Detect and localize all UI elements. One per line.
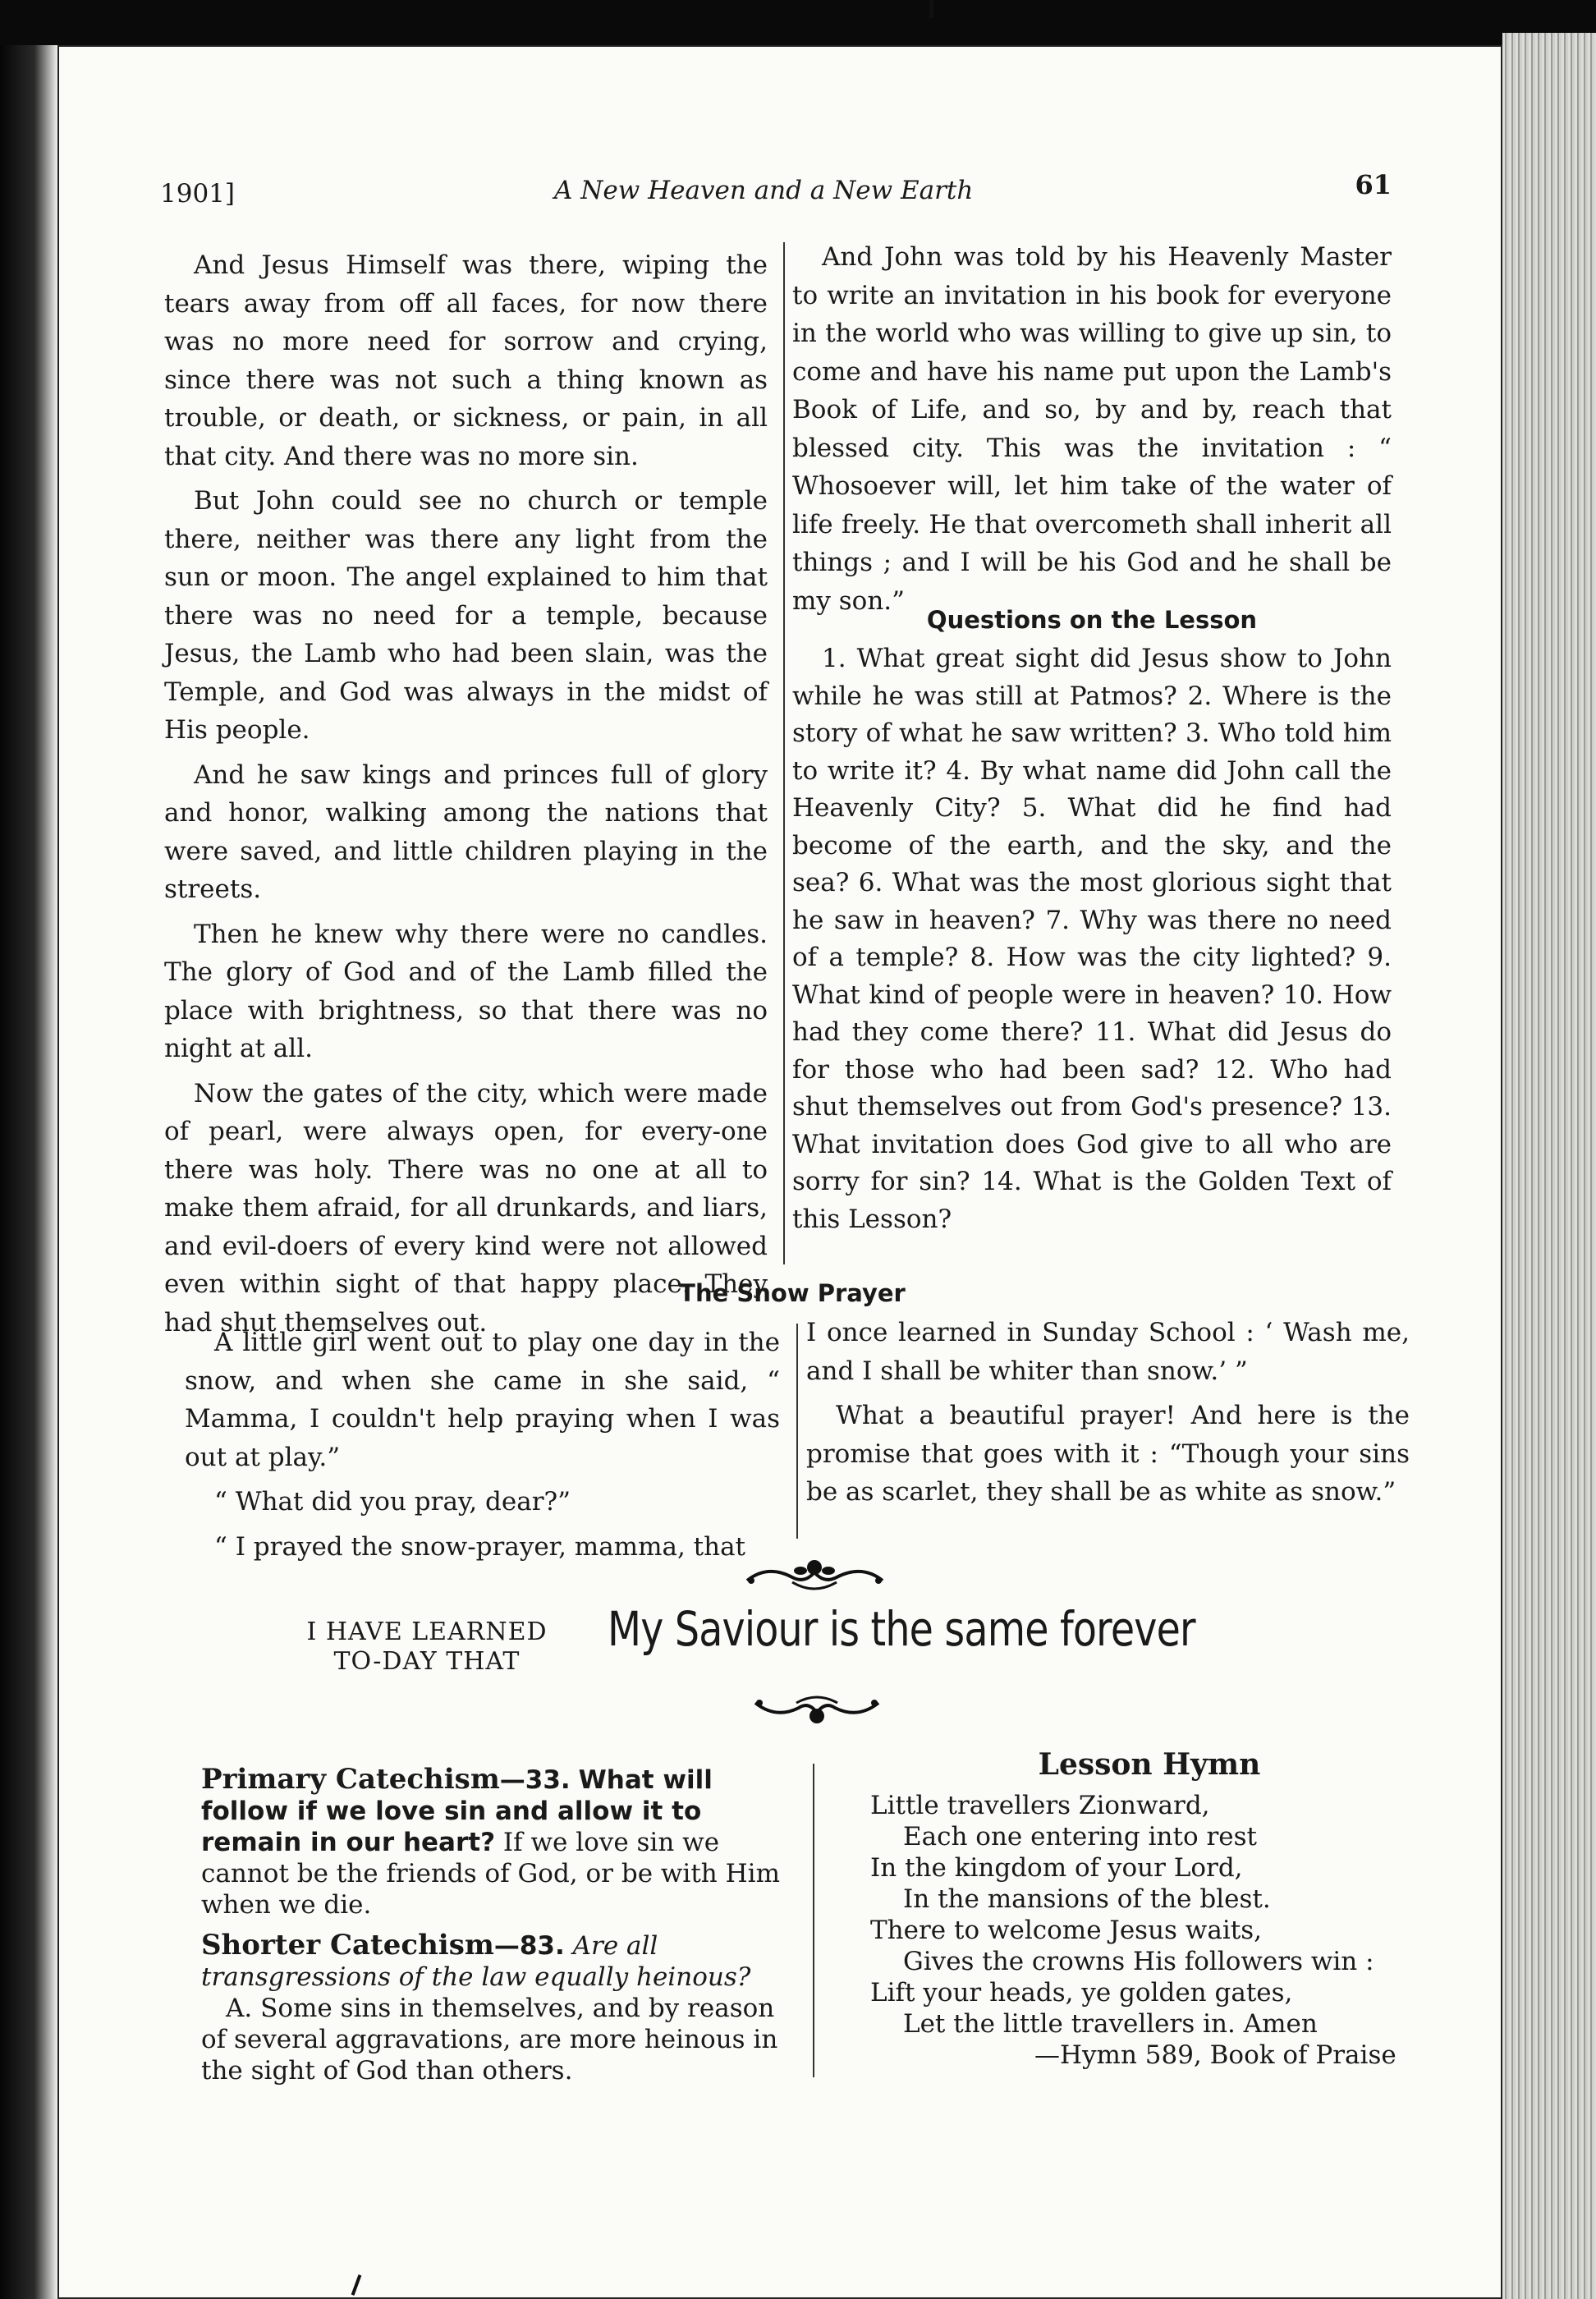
ornament-top-icon <box>743 1556 887 1597</box>
snow-prayer-heading: The Snow Prayer <box>679 1279 906 1307</box>
hymn-attribution: —Hymn 589, Book of Praise <box>1034 2040 1396 2070</box>
hymn-line: Lift your heads, ye golden gates, <box>870 1978 1293 2008</box>
paragraph: And he saw kings and princes full of glory and honor, walking among the nations that were saved, and little children playing in the streets. <box>164 759 768 904</box>
snow-prayer-right <box>806 1314 1410 1518</box>
paragraph: Then he knew why there were no candles. The glory of God and of the Lamb filled the place with brightness, so that there was no night at all. <box>164 919 768 1063</box>
questions-text: 1. What great sight did Jesus show to John while he was still at Patmos? 2. Where is the story of what he saw written? 3. Who told him to write it? 4. By what name did John call the Heavenly City? 5. What did he find had become of the earth, and the sky, and the sea? 6. What was the most glorious sight that he saw in heaven? 7. Why was there no need of a temple? 8. How was the city lighted? 9. What kind of people were in heaven? 10. How had they come there? 11. What did Jesus do for those who had been sad? 12. Who had shut themselves out from God's presence? 13. What invitation does God give to all who are sorry for sin? 14. What is the Golden Text of this Lesson? <box>792 644 1392 1234</box>
primary-catechism <box>201 1764 796 1920</box>
banner-prefix-line2: TO-DAY THAT <box>333 1647 521 1676</box>
paragraph: And Jesus Himself was there, wiping the tears away from off all faces, for now there was no more need for sorrow and crying, since there was not such a thing known as trouble, or death, or sickness, or pain, in all that city. And there was no more sin. <box>164 250 768 471</box>
primary-catechism-number: —33. <box>499 1765 571 1795</box>
hymn-line: Gives the crowns His followers win : <box>903 1947 1374 1976</box>
shorter-catechism-answer: A. Some sins in themselves, and by reason of several aggravations, are more heinous in the sight of God than others. <box>201 1994 778 2086</box>
snow-prayer-left <box>185 1324 780 1572</box>
paragraph: And John was told by his Heavenly Master to write an invitation in his book for everyone in the world who was willing to give up sin, to come and have his name put upon the Lamb's Book of Life, and so, by and by, reach that blessed city. This was the invitation : “ Whosoever will, let him take of the water of life freely. He that overcometh shall inherit all things ; and I will be his God and he shall be my son.” <box>792 242 1392 616</box>
ornament-bottom-icon <box>751 1691 883 1728</box>
column-rule <box>796 1324 798 1539</box>
hymn-line: Each one entering into rest <box>903 1822 1258 1852</box>
shorter-catechism-label: Shorter Catechism <box>201 1929 494 1962</box>
paragraph: “ What did you pray, dear?” <box>214 1487 571 1517</box>
shorter-catechism-question: Are all transgressions of the law equally heinous? <box>201 1931 751 1992</box>
header-title: A New Heaven and a New Earth <box>554 176 974 205</box>
paragraph: A little girl went out to play one day in the snow, and when she came in she said, “ Mamma, I couldn't help praying when I was out at play.” <box>185 1328 780 1472</box>
paragraph: What a beautiful prayer! And here is the promise that goes with it : “Though your sins be as scarlet, they shall be as white as snow.” <box>806 1401 1410 1507</box>
scan-border <box>1527 0 1596 33</box>
paragraph: I once learned in Sunday School : ‘ Wash me, and I shall be whiter than snow.’ ” <box>806 1318 1410 1386</box>
book-spine-shadow <box>0 45 57 2299</box>
primary-catechism-label: Primary Catechism <box>201 1763 500 1796</box>
hymn-title: Lesson Hymn <box>1038 1747 1261 1782</box>
shorter-catechism <box>201 1930 796 2086</box>
banner-prefix-line1: I HAVE LEARNED <box>306 1618 548 1646</box>
paragraph: Now the gates of the city, which were made of pearl, were always open, for every-one there was holy. There was no one at all to make them afraid, for all drunkards, and liars, and evil-doers of every kind were not allowed even within sight of that happy place. They had shut themselves out. <box>164 1078 768 1338</box>
paragraph: But John could see no church or temple there, neither was there any light from the sun or moon. The angel explained to him that there was no need for a temple, because Jesus, the Lamb who had been slain, was the Temple, and God was always in the midst of His people. <box>164 486 768 745</box>
left-column <box>164 246 768 1348</box>
hymn-line: In the mansions of the blest. <box>903 1884 1271 1914</box>
primary-catechism-answer: If we love sin we cannot be the friends of God, or be with Him when we die. <box>201 1828 780 1920</box>
hymn-line: In the kingdom of your Lord, <box>870 1853 1243 1883</box>
page-number: 61 <box>1355 169 1392 200</box>
right-column <box>792 238 1392 626</box>
hymn-line: Let the little travellers in. Amen <box>903 2009 1318 2039</box>
paragraph: “ I prayed the snow-prayer, mamma, that <box>214 1531 746 1562</box>
banner-prefix <box>279 1618 575 1677</box>
column-rule <box>783 242 785 1264</box>
page-edges <box>1502 33 1596 2299</box>
banner-main-text: My Saviour is the same forever <box>608 1601 1195 1657</box>
questions-block <box>792 640 1392 1245</box>
questions-heading: Questions on the Lesson <box>926 606 1258 634</box>
scan-speck <box>929 0 933 18</box>
lesson-hymn <box>870 1749 1429 2071</box>
shorter-catechism-number: —83. <box>493 1931 565 1961</box>
primary-catechism-question: What will follow if we love sin and allow it to remain in our heart? <box>201 1765 713 1857</box>
hymn-line: There to welcome Jesus waits, <box>870 1916 1262 1945</box>
running-header <box>160 169 1392 213</box>
hymn-line: Little travellers Zionward, <box>870 1791 1210 1820</box>
header-year: 1901] <box>160 179 235 209</box>
column-rule <box>813 1764 814 2077</box>
